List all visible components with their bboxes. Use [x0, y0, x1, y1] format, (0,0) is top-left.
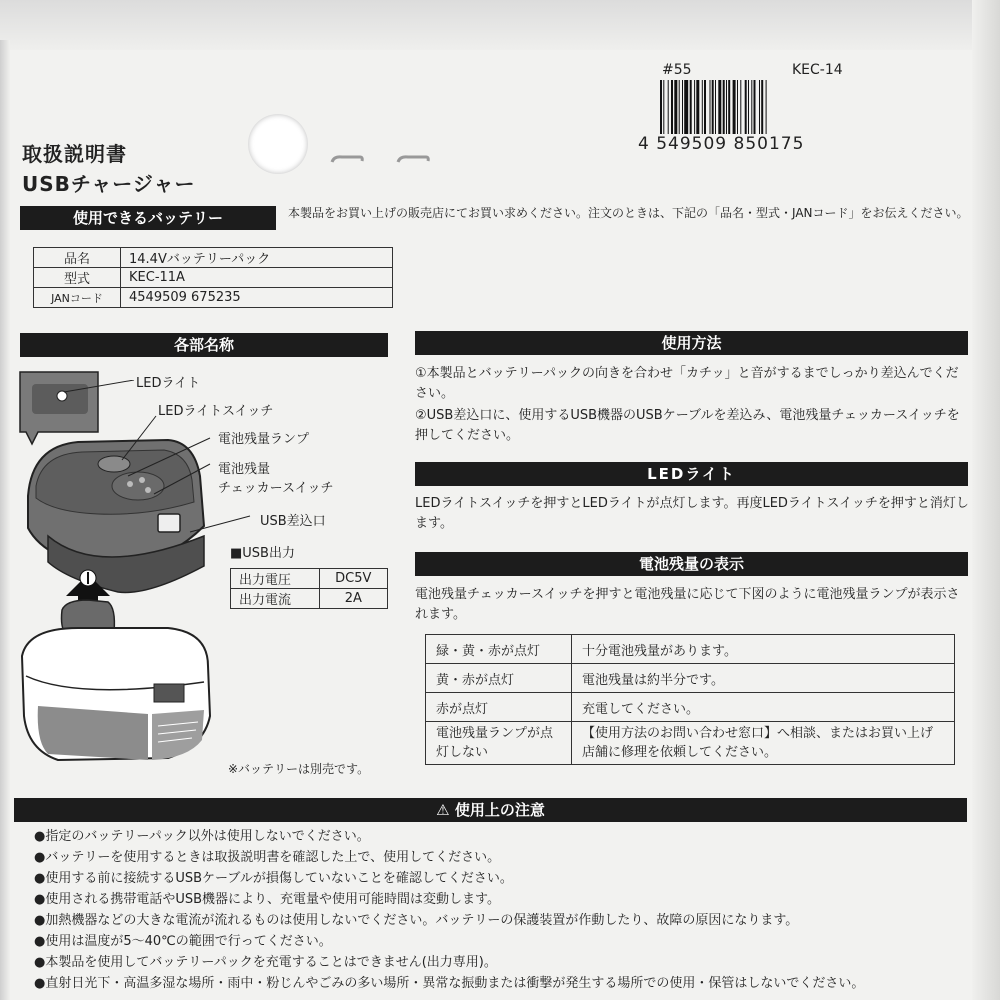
left-edge: [0, 40, 10, 1000]
barcode-number: 4 549509 850175: [638, 134, 805, 154]
battery-status-table: [425, 634, 955, 765]
usb-output-table: [230, 568, 388, 609]
product-title: USBチャージャー: [22, 172, 196, 196]
label-checker-switch-2: チェッカースイッチ: [218, 481, 334, 496]
barcode-image: [660, 80, 846, 142]
table-row: [426, 635, 955, 664]
led-text: LEDライトスイッチを押すとLEDライトが点灯します。再度LEDライトスイッチを押すと消灯します。: [415, 496, 969, 531]
table-row: [426, 664, 955, 693]
cautions-heading: 使用上の注意: [454, 801, 545, 819]
usb-output-heading: ■USB出力: [230, 546, 295, 561]
spec-label: 型式: [34, 268, 121, 288]
model-code: KEC-14: [792, 62, 843, 78]
battery-sold-separately-note: ※バッテリーは別売です。: [228, 762, 370, 776]
cautions-list: [34, 826, 984, 994]
battery-display-heading: 電池残量の表示: [415, 552, 968, 576]
label-usb-port: USB差込口: [260, 514, 326, 529]
battery-spec-table: [33, 247, 393, 308]
cautions-heading-bar: [14, 798, 967, 822]
usable-battery-heading: 使用できるバッテリー: [20, 206, 276, 230]
spec-value: KEC-11A: [121, 268, 393, 288]
list-item: ●指定のバッテリーパック以外は使用しないでください。: [34, 829, 370, 844]
status-meaning: 電池残量は約半分です。: [572, 664, 955, 693]
usage-heading: 使用方法: [415, 331, 968, 355]
usb-output-label: 出力電圧: [231, 569, 320, 589]
status-state: 黄・赤が点灯: [426, 664, 572, 693]
usage-step-2: ②USB差込口に、使用するUSB機器のUSBケーブルを差込み、電池残量チェッカースイッチを押してください。: [415, 408, 960, 443]
table-row: [34, 268, 393, 288]
manual-title: 取扱説明書: [22, 142, 127, 166]
led-heading: LEDライト: [415, 462, 968, 486]
spec-value: 4549509 675235: [121, 288, 393, 308]
list-item: ●本製品を使用してバッテリーパックを充電することはできません(出力専用)。: [34, 955, 497, 970]
table-row: [231, 569, 388, 589]
usb-output-value: 2A: [319, 589, 387, 609]
table-row: [34, 248, 393, 268]
usage-step-1: ①本製品とバッテリーパックの向きを合わせ「カチッ」と音がするまでしっかり差込んでください。: [415, 366, 959, 401]
top-shadow: [0, 0, 1000, 50]
status-meaning: 十分電池残量があります。: [572, 635, 955, 664]
status-meaning: 【使用方法のお問い合わせ窓口】へ相談、またはお買い上げ店舗に修理を依頼してください。: [572, 722, 955, 765]
usb-output-value: DC5V: [319, 569, 387, 589]
usable-battery-intro: 本製品をお買い上げの販売店にてお買い求めください。注文のときは、下記の「品名・型式・JANコード」をお伝えください。: [288, 206, 969, 220]
label-battery-lamp: 電池残量ランプ: [218, 432, 310, 447]
hang-hole: [248, 114, 308, 174]
clip-mark-left: [330, 154, 364, 164]
spec-label: 品名: [34, 248, 121, 268]
clip-mark-right: [396, 154, 430, 164]
status-state: 赤が点灯: [426, 693, 572, 722]
table-row: [426, 693, 955, 722]
status-state: 緑・黄・赤が点灯: [426, 635, 572, 664]
table-row: [231, 589, 388, 609]
list-item: ●使用は温度が5～40℃の範囲で行ってください。: [34, 934, 332, 949]
product-code: #55: [662, 62, 692, 78]
battery-display-text: 電池残量チェッカースイッチを押すと電池残量に応じて下図のように電池残量ランプが表示されます。: [415, 587, 960, 622]
warning-icon: ⚠: [436, 801, 450, 819]
list-item: ●使用される携帯電話やUSB機器により、充電量や使用可能時間は変動します。: [34, 892, 500, 907]
table-row: [426, 722, 955, 765]
label-led-switch: LEDライトスイッチ: [158, 404, 274, 419]
list-item: ●直射日光下・高温多湿な場所・雨中・粉じんやごみの多い場所・異常な振動または衝撃が発生する場所での使用・保管はしないでください。: [34, 976, 865, 991]
list-item: ●加熱機器などの大きな電流が流れるものは使用しないでください。バッテリーの保護装置が作動したり、故障の原因になります。: [34, 913, 799, 928]
list-item: ●バッテリーを使用するときは取扱説明書を確認した上で、使用してください。: [34, 850, 501, 865]
label-checker-switch-1: 電池残量: [218, 462, 271, 477]
list-item: ●使用する前に接続するUSBケーブルが損傷していないことを確認してください。: [34, 871, 513, 886]
label-led-light: LEDライト: [136, 376, 201, 391]
status-state: 電池残量ランプが点灯しない: [426, 722, 572, 765]
parts-heading: 各部名称: [20, 333, 388, 357]
spec-value: 14.4Vバッテリーパック: [121, 248, 393, 268]
table-row: [34, 288, 393, 308]
spec-label: JANコード: [34, 288, 121, 308]
status-meaning: 充電してください。: [572, 693, 955, 722]
usb-output-label: 出力電流: [231, 589, 320, 609]
